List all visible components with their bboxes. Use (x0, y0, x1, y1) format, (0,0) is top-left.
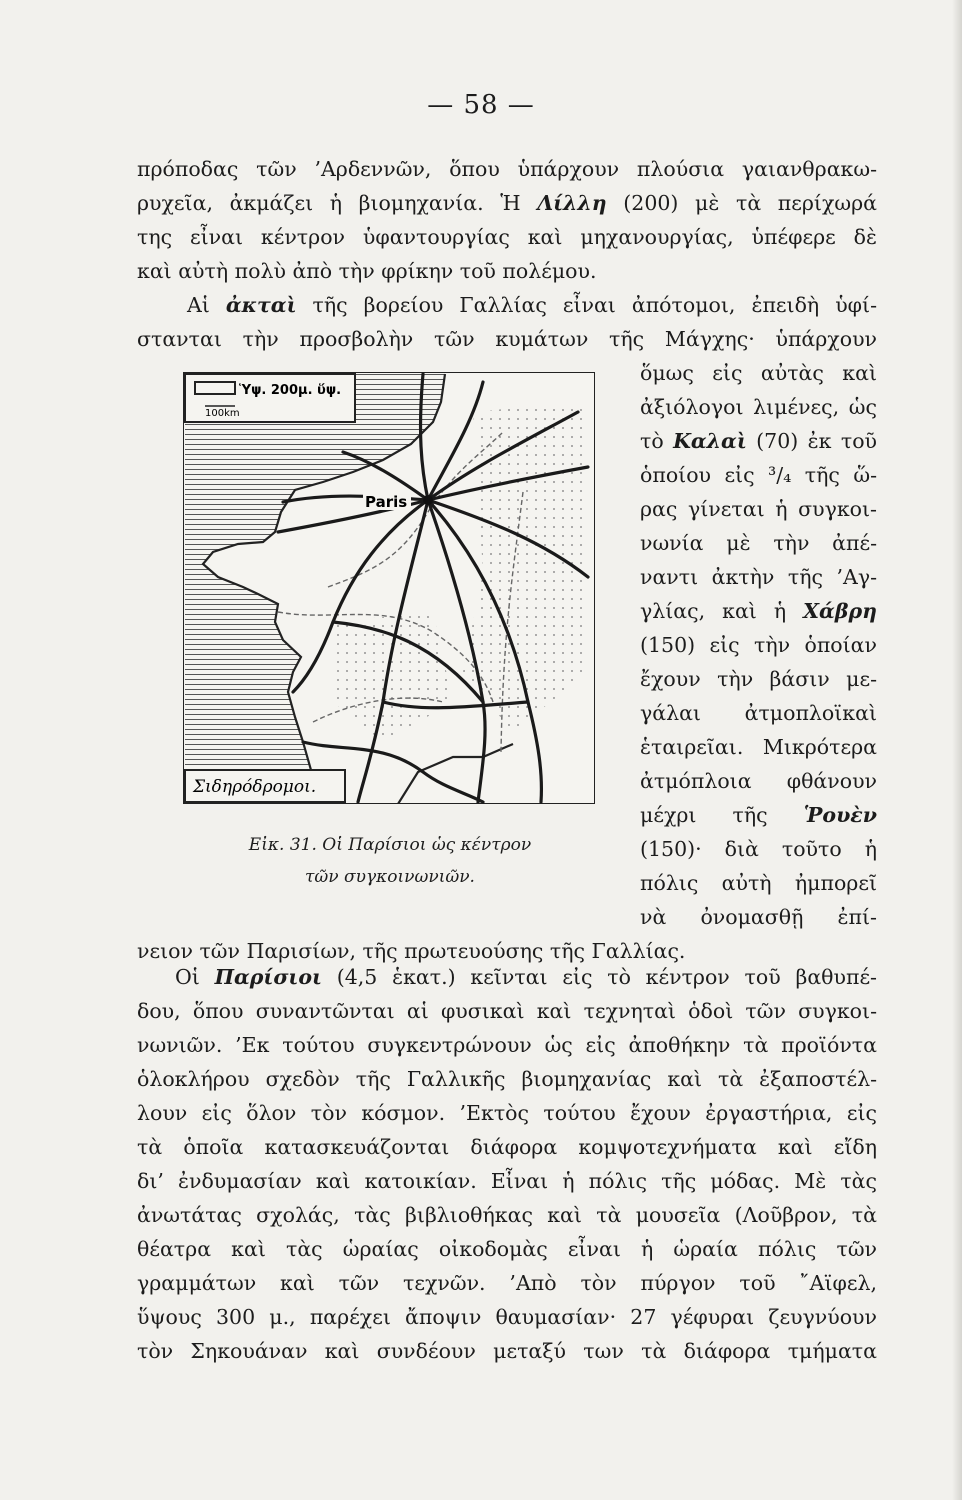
keyword-parisioi: Παρίσιοι (214, 965, 322, 989)
text-line: καὶ αὐτὴ πολὺ ἀπὸ τὴν φρίκην τοῦ πολέμου. (137, 259, 597, 283)
text-line: πόλις αὐτὴ ἠμπορεῖ (640, 871, 877, 895)
text-line: ὅμως εἰς αὐτὰς καὶ (640, 361, 877, 385)
text-line: δι’ ἐνδυμασίαν καὶ κατοικίαν. Εἶναι ἡ πόλις τῆς μόδας. Μὲ τὰς (137, 1169, 877, 1193)
text-line: ὁλοκλήρου σχεδὸν τῆς Γαλλικῆς βιομηχανίας καὶ τὰ ἐξαποστέλ- (137, 1067, 877, 1091)
railway-map (183, 372, 595, 804)
text-span: (70) ἐκ τοῦ (746, 429, 878, 453)
text-line: στανται τὴν προσβολὴν τῶν κυμάτων τῆς Μάγχης· ὑπάρχουν (137, 327, 877, 351)
keyword-aktai: ἀκταὶ (225, 293, 297, 317)
text-line (175, 960, 877, 994)
text-line: ἑταιρεῖαι. Μικρότερα (640, 735, 877, 759)
text-line: νειον τῶν Παρισίων, τῆς πρωτευούσης τῆς Γαλλίας. (137, 939, 686, 963)
text-line: ἀξιόλογοι λιμένες, ὡς (640, 395, 877, 419)
figure-caption: τῶν συγκοινωνιῶν. (305, 867, 475, 887)
page-edge-shadow (952, 0, 962, 1500)
text-line (640, 424, 877, 458)
text-line: γάλαι ἀτμοπλοϊκαὶ (640, 701, 877, 725)
text-line: δου, ὅπου συναντῶνται αἱ φυσικαὶ καὶ τεχνηταὶ ὁδοὶ τῶν συγκοι- (137, 999, 877, 1023)
text-line: ρας γίνεται ἡ συγκοι- (640, 497, 877, 521)
text-line: ἔχουν τὴν βάσιν με- (640, 667, 877, 691)
text-line: νὰ ὀνομασθῇ ἐπί- (640, 905, 877, 929)
text-line: (150) εἰς τὴν ὁποίαν (640, 633, 877, 657)
paris-label: Paris (365, 493, 408, 511)
text-line: (150)· διὰ τοῦτο ἡ (640, 837, 877, 861)
legend-railway-label: Σιδηρόδρομοι. (193, 777, 317, 797)
keyword-lille: Λίλλη (537, 191, 607, 215)
legend-altitude-label: Ὑψ. 200μ. ὕψ. (239, 383, 342, 398)
text-line: της εἶναι κέντρον ὑφαντουργίας καὶ μηχανουργίας, ὑπέφερε δὲ (137, 225, 877, 249)
text-line: πρόποδας τῶν ’Αρδεννῶν, ὅπου ὑπάρχουν πλούσια γαιανθρακω- (137, 157, 877, 181)
text-span: (200) μὲ τὰ περίχωρά (606, 191, 877, 215)
text-line (640, 594, 877, 628)
text-line: ναντι ἀκτὴν τῆς ’Αγ- (640, 565, 877, 589)
text-span: γλίας, καὶ ἡ (640, 599, 804, 623)
text-line: ἀνωτάτας σχολάς, τὰς βιβλιοθήκας καὶ τὰ μουσεῖα (Λοῦβρον, τὰ (137, 1203, 877, 1227)
text-span: τὸ (640, 429, 674, 453)
page-number: — 58 — (427, 90, 535, 120)
text-span: Αἱ (187, 293, 226, 317)
text-line: ὁποίου εἰς ³/₄ τῆς ὥ- (640, 463, 877, 487)
text-line: τὸν Σηκουάναν καὶ συνδέουν μεταξύ των τὰ διάφορα τμήματα (137, 1339, 877, 1363)
text-line: ὕψους 300 μ., παρέχει ἄποψιν θαυμασίαν· 27 γέφυραι ζευγνύουν (137, 1305, 877, 1329)
text-span: Οἱ (175, 965, 215, 989)
text-line (640, 798, 877, 832)
text-span: ρυχεῖα, ἀκμάζει ἡ βιομηχανία. Ἡ (137, 191, 538, 215)
text-line: νωνία μὲ τὴν ἀπέ- (640, 531, 877, 555)
text-line: ἀτμόπλοια φθάνουν (640, 769, 877, 793)
text-line: θέατρα καὶ τὰς ὡραίας οἰκοδομὰς εἶναι ἡ ὡραία πόλις τῶν (137, 1237, 877, 1261)
text-line: νωνιῶν. ’Εκ τούτου συγκεντρώνουν ὡς εἰς ἀποθήκην τὰ προϊόντα (137, 1033, 877, 1057)
text-span: μέχρι τῆς (640, 803, 804, 827)
text-span: τῆς βορείου Γαλλίας εἶναι ἀπότομοι, ἐπειδὴ ὑφί- (296, 293, 877, 317)
text-line (187, 288, 877, 322)
text-line (137, 186, 877, 220)
figure-caption: Εἰκ. 31. Οἱ Παρίσιοι ὡς κέντρον (248, 835, 532, 855)
map-figure (183, 372, 595, 804)
keyword-rouen: Ῥουὲν (803, 803, 877, 827)
paris-marker (423, 495, 433, 505)
text-line: τὰ ὁποῖα κατασκευάζονται διάφορα κομψοτεχνήματα καὶ εἴδη (137, 1135, 877, 1159)
scale-label: 100km (205, 408, 240, 419)
keyword-calais: Καλαὶ (673, 429, 747, 453)
keyword-havre: Χάβρη (803, 599, 877, 623)
text-line: λουν εἰς ὅλον τὸν κόσμον. ’Εκτὸς τούτου ἔχουν ἐργαστήρια, εἰς (137, 1101, 877, 1125)
text-span: (4,5 ἑκατ.) κεῖνται εἰς τὸ κέντρον τοῦ βαθυπέ- (321, 965, 877, 989)
text-line: γραμμάτων καὶ τῶν τεχνῶν. ’Απὸ τὸν πύργον τοῦ ῎Αϊφελ, (137, 1271, 877, 1295)
